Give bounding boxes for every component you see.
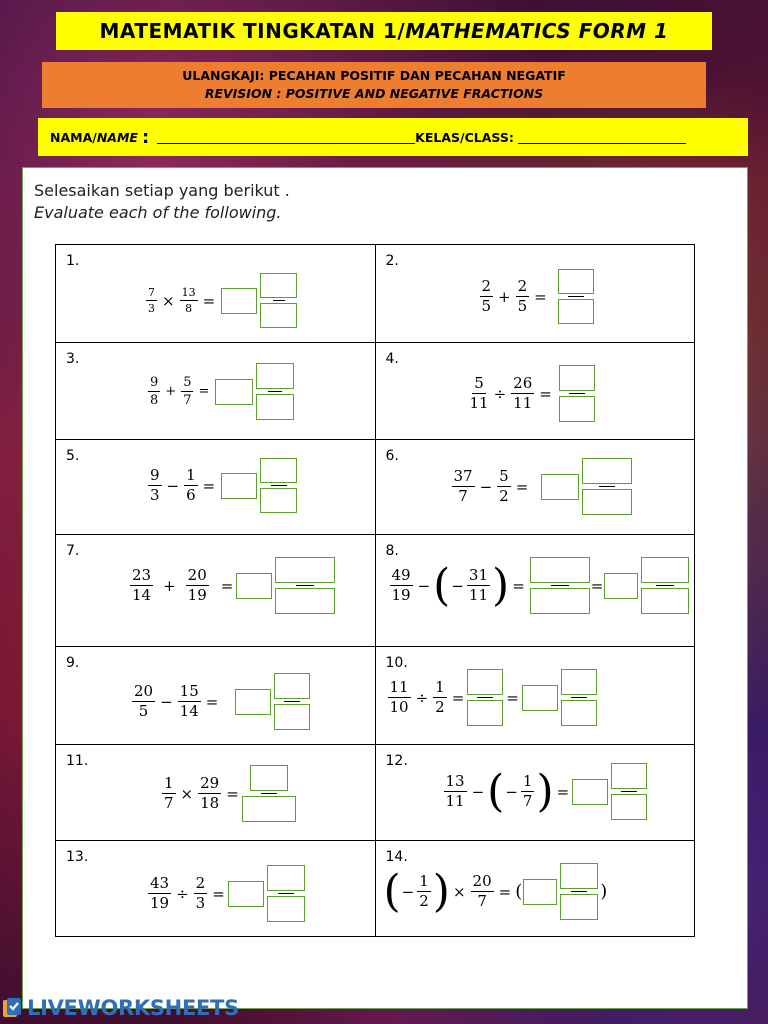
question-cell-10 bbox=[375, 647, 695, 745]
class-label: KELAS/CLASS: bbox=[415, 129, 514, 145]
question-number: 13. bbox=[66, 849, 89, 865]
title-malay: MATEMATIK TINGKATAN 1/ bbox=[99, 19, 406, 43]
question-cell-9 bbox=[56, 647, 376, 745]
numerator-box[interactable] bbox=[558, 269, 594, 294]
numerator-box[interactable] bbox=[561, 669, 597, 695]
question-expression: $\frac{9}{8}$ + $\frac{5}{7}$ = bbox=[146, 363, 294, 420]
whole-number-box[interactable] bbox=[604, 573, 638, 599]
question-expression: $\frac{23}{14}$ + $\frac{20}{19}$ = bbox=[128, 557, 335, 614]
question-number: 1. bbox=[66, 253, 80, 269]
denominator-box[interactable] bbox=[560, 894, 598, 920]
numerator-box[interactable] bbox=[250, 765, 288, 791]
numerator-box[interactable] bbox=[275, 557, 335, 583]
question-expression: $\frac{49}{19}$ − ( − $\frac{31}{11}$ ) = = bbox=[388, 557, 690, 614]
denominator-box[interactable] bbox=[260, 488, 297, 513]
question-number: 10. bbox=[385, 655, 408, 671]
numerator-box[interactable] bbox=[260, 273, 297, 298]
question-cell-2 bbox=[375, 245, 695, 343]
question-cell-4 bbox=[375, 343, 695, 440]
numerator-box[interactable] bbox=[560, 863, 598, 889]
denominator-box[interactable] bbox=[242, 796, 296, 822]
question-expression: $\frac{2}{5}$ + $\frac{2}{5}$ = bbox=[478, 269, 594, 324]
question-expression: $\frac{13}{11}$ − ( − $\frac{1}{7}$ ) = bbox=[442, 763, 648, 820]
numerator-box[interactable] bbox=[530, 557, 590, 583]
instruction-english: Evaluate each of the following. bbox=[34, 203, 282, 222]
denominator-box[interactable] bbox=[558, 299, 594, 324]
whole-number-box[interactable] bbox=[221, 473, 257, 499]
denominator-box[interactable] bbox=[641, 588, 689, 614]
question-number: 9. bbox=[66, 655, 80, 671]
question-cell-7 bbox=[56, 535, 376, 647]
question-cell-13 bbox=[56, 841, 376, 937]
numerator-box[interactable] bbox=[467, 669, 503, 695]
question-cell-1 bbox=[56, 245, 376, 343]
name-class-bar bbox=[38, 118, 748, 156]
question-number: 4. bbox=[385, 351, 399, 367]
question-expression: $\frac{20}{5}$ − $\frac{15}{14}$ = bbox=[130, 673, 310, 730]
question-number: 12. bbox=[385, 753, 408, 769]
worksheet-title bbox=[56, 12, 712, 50]
question-number: 3. bbox=[66, 351, 80, 367]
question-expression: $\frac{9}{3}$ − $\frac{1}{6}$ = bbox=[146, 458, 297, 513]
subtitle-malay: ULANGKAJI: PECAHAN POSITIF DAN PECAHAN NEGATIF bbox=[182, 68, 566, 83]
instruction-malay: Selesaikan setiap yang berikut . bbox=[34, 181, 290, 200]
question-cell-12 bbox=[375, 745, 695, 841]
whole-number-box[interactable] bbox=[228, 881, 264, 907]
numerator-box[interactable] bbox=[267, 865, 305, 891]
name-label: NAMA/NAME bbox=[50, 129, 138, 145]
question-expression: $\frac{11}{10}$ ÷ $\frac{1}{2}$ = = bbox=[386, 669, 597, 726]
denominator-box[interactable] bbox=[582, 489, 632, 515]
denominator-box[interactable] bbox=[260, 303, 297, 328]
worksheet-subtitle bbox=[42, 62, 706, 108]
liveworksheets-logo[interactable] bbox=[2, 996, 239, 1020]
question-number: 8. bbox=[385, 543, 399, 559]
numerator-box[interactable] bbox=[582, 458, 632, 484]
numerator-box[interactable] bbox=[641, 557, 689, 583]
denominator-box[interactable] bbox=[467, 700, 503, 726]
denominator-box[interactable] bbox=[274, 704, 310, 730]
question-expression: $\frac{37}{7}$ − $\frac{5}{2}$ = bbox=[450, 458, 633, 515]
question-number: 7. bbox=[66, 543, 80, 559]
question-expression: $\frac{7}{3}$ × $\frac{13}{8}$ = bbox=[144, 273, 297, 328]
question-number: 14. bbox=[385, 849, 408, 865]
question-number: 6. bbox=[385, 448, 399, 464]
denominator-box[interactable] bbox=[561, 700, 597, 726]
question-cell-8 bbox=[375, 535, 695, 647]
numerator-box[interactable] bbox=[256, 363, 294, 389]
instructions bbox=[34, 180, 290, 224]
subtitle-english: REVISION : POSITIVE AND NEGATIVE FRACTIONS bbox=[204, 86, 544, 101]
question-cell-11 bbox=[56, 745, 376, 841]
question-grid bbox=[55, 244, 695, 937]
whole-number-box[interactable] bbox=[522, 685, 558, 711]
denominator-box[interactable] bbox=[530, 588, 590, 614]
question-cell-5 bbox=[56, 440, 376, 535]
question-expression: $\frac{1}{7}$ × $\frac{29}{18}$ = bbox=[160, 765, 296, 822]
whole-number-box[interactable] bbox=[572, 779, 608, 805]
question-cell-6 bbox=[375, 440, 695, 535]
whole-number-box[interactable] bbox=[215, 379, 253, 405]
denominator-box[interactable] bbox=[275, 588, 335, 614]
question-number: 5. bbox=[66, 448, 80, 464]
whole-number-box[interactable] bbox=[236, 573, 272, 599]
numerator-box[interactable] bbox=[611, 763, 647, 789]
question-expression: $\frac{5}{11}$ ÷ $\frac{26}{11}$ = bbox=[468, 365, 595, 422]
question-number: 11. bbox=[66, 753, 89, 769]
denominator-box[interactable] bbox=[256, 394, 294, 420]
numerator-box[interactable] bbox=[274, 673, 310, 699]
liveworksheets-brand: LIVEWORKSHEETS bbox=[27, 996, 239, 1020]
question-cell-3 bbox=[56, 343, 376, 440]
whole-number-box[interactable] bbox=[235, 689, 271, 715]
name-field-line[interactable] bbox=[157, 131, 415, 144]
whole-number-box[interactable] bbox=[541, 474, 579, 500]
name-colon: : bbox=[141, 126, 150, 148]
numerator-box[interactable] bbox=[559, 365, 595, 391]
question-expression: $\frac{43}{19}$ ÷ $\frac{2}{3}$ = bbox=[146, 865, 305, 922]
numerator-box[interactable] bbox=[260, 458, 297, 483]
class-field-line[interactable] bbox=[518, 131, 686, 144]
whole-number-box[interactable] bbox=[221, 288, 257, 314]
denominator-box[interactable] bbox=[559, 396, 595, 422]
question-expression: ( − $\frac{1}{2}$ ) × $\frac{20}{7}$ = ( ) bbox=[384, 863, 610, 920]
whole-number-box[interactable] bbox=[523, 879, 557, 905]
title-english: MATHEMATICS FORM 1 bbox=[405, 19, 669, 43]
denominator-box[interactable] bbox=[611, 794, 647, 820]
question-number: 2. bbox=[385, 253, 399, 269]
liveworksheets-logo-icon bbox=[2, 997, 24, 1019]
denominator-box[interactable] bbox=[267, 896, 305, 922]
question-cell-14 bbox=[375, 841, 695, 937]
